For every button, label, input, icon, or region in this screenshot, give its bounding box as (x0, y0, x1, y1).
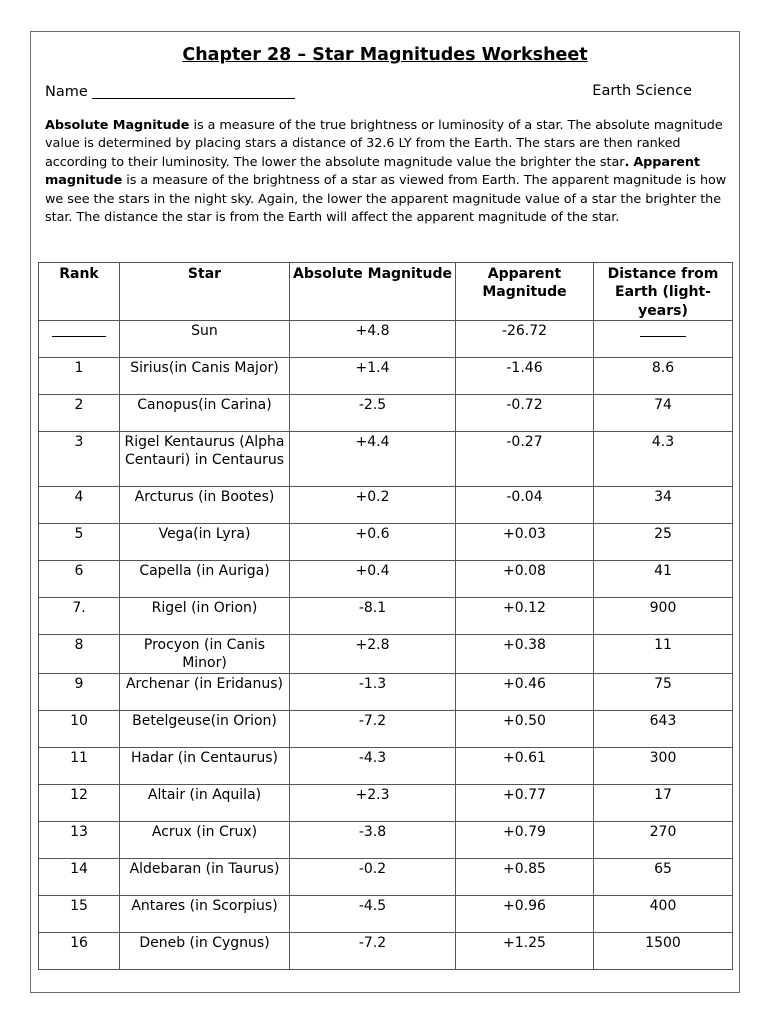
absolute-cell: +2.3 (290, 784, 456, 821)
distance-cell: 270 (594, 821, 733, 858)
name-field[interactable] (45, 83, 295, 100)
rank-cell: 2 (39, 395, 120, 432)
distance-cell: 4.3 (594, 432, 733, 487)
apparent-cell: -0.27 (456, 432, 594, 487)
star-cell: Sirius(in Canis Major) (120, 358, 290, 395)
apparent-cell: +0.08 (456, 561, 594, 598)
rank-cell: 10 (39, 710, 120, 747)
table-row (39, 858, 733, 895)
distance-cell: 41 (594, 561, 733, 598)
table-row (39, 932, 733, 969)
table-row (39, 710, 733, 747)
apparent-cell: +0.46 (456, 673, 594, 710)
absolute-cell: +0.4 (290, 561, 456, 598)
distance-cell: 1500 (594, 932, 733, 969)
distance-cell: 11 (594, 635, 733, 674)
star-cell: Capella (in Auriga) (120, 561, 290, 598)
absolute-cell: -7.2 (290, 710, 456, 747)
absolute-cell: -3.8 (290, 821, 456, 858)
star-cell: Rigel (in Orion) (120, 598, 290, 635)
absolute-cell: +4.4 (290, 432, 456, 487)
rank-cell: 9 (39, 673, 120, 710)
table-row (39, 395, 733, 432)
star-cell: Procyon (in Canis Minor) (120, 635, 290, 674)
distance-cell: 17 (594, 784, 733, 821)
worksheet-title: Chapter 28 – Star Magnitudes Worksheet (182, 45, 588, 65)
table-row (39, 358, 733, 395)
rank-cell: 8 (39, 635, 120, 674)
absolute-cell: -0.2 (290, 858, 456, 895)
star-cell: Hadar (in Centaurus) (120, 747, 290, 784)
header-apparent-magnitude: Apparent Magnitude (456, 263, 594, 321)
absolute-cell: -1.3 (290, 673, 456, 710)
absolute-cell: -4.3 (290, 747, 456, 784)
rank-cell: 3 (39, 432, 120, 487)
rank-cell: 15 (39, 895, 120, 932)
distance-blank[interactable] (640, 322, 686, 337)
table-row (39, 895, 733, 932)
distance-cell: 65 (594, 858, 733, 895)
intro-text-1: is a measure of the true brightness or luminosity of a star. The absolute magnitude value is determined by placing stars a distance of 32.6 LY from the Earth. The stars are then ranked according to their luminosity. The lower the absolute magnitude value the brighter the star (45, 118, 723, 170)
term-apparent-magnitude: Apparent magnitude (45, 154, 700, 189)
header-distance: Distance from Earth (light-years) (594, 263, 733, 321)
star-cell: Archenar (in Eridanus) (120, 673, 290, 710)
intro-period: . (624, 154, 630, 170)
table-row (39, 561, 733, 598)
apparent-cell: +0.96 (456, 895, 594, 932)
star-cell: Deneb (in Cygnus) (120, 932, 290, 969)
table-row (39, 747, 733, 784)
star-cell: Aldebaran (in Taurus) (120, 858, 290, 895)
intro-text-2: is a measure of the brightness of a star as viewed from Earth. The apparent magnitude is how we see the stars in the night sky. Again, the lower the apparent magnitude value of a star the brighter the star. The distance the star is from the Earth will affect the apparent magnitude of the star. (45, 173, 727, 226)
star-cell: Acrux (in Crux) (120, 821, 290, 858)
rank-blank[interactable] (52, 322, 106, 337)
table-row (39, 673, 733, 710)
star-magnitudes-table (38, 262, 733, 970)
rank-cell: 11 (39, 747, 120, 784)
distance-cell: 900 (594, 598, 733, 635)
table-row (39, 821, 733, 858)
apparent-cell: +0.79 (456, 821, 594, 858)
apparent-cell: +0.12 (456, 598, 594, 635)
table-row (39, 524, 733, 561)
absolute-cell: -2.5 (290, 395, 456, 432)
star-cell: Vega(in Lyra) (120, 524, 290, 561)
table-header-row (39, 263, 733, 321)
name-blank-line[interactable] (92, 83, 295, 99)
absolute-cell: +0.2 (290, 487, 456, 524)
rank-cell: 7. (39, 598, 120, 635)
absolute-cell: -8.1 (290, 598, 456, 635)
star-cell: Rigel Kentaurus (Alpha Centauri) in Centaurus (120, 432, 290, 487)
apparent-cell: +0.38 (456, 635, 594, 674)
table-row (39, 487, 733, 524)
apparent-cell: +0.50 (456, 710, 594, 747)
distance-cell: 643 (594, 710, 733, 747)
apparent-cell: -0.72 (456, 395, 594, 432)
distance-cell: 8.6 (594, 358, 733, 395)
intro-paragraph (45, 117, 733, 227)
apparent-cell: +0.61 (456, 747, 594, 784)
header-rank: Rank (39, 263, 120, 321)
apparent-cell: +0.85 (456, 858, 594, 895)
absolute-cell: +0.6 (290, 524, 456, 561)
star-cell: Betelgeuse(in Orion) (120, 710, 290, 747)
header-star: Star (120, 263, 290, 321)
table-row (39, 784, 733, 821)
distance-cell: 400 (594, 895, 733, 932)
table-row (39, 598, 733, 635)
absolute-cell: -4.5 (290, 895, 456, 932)
apparent-cell: +0.77 (456, 784, 594, 821)
distance-cell: 300 (594, 747, 733, 784)
star-cell: Altair (in Aquila) (120, 784, 290, 821)
absolute-cell: -7.2 (290, 932, 456, 969)
rank-cell: 12 (39, 784, 120, 821)
apparent-cell: -0.04 (456, 487, 594, 524)
star-cell: Antares (in Scorpius) (120, 895, 290, 932)
absolute-cell: +1.4 (290, 358, 456, 395)
rank-cell: 5 (39, 524, 120, 561)
header-absolute-magnitude: Absolute Magnitude (290, 263, 456, 321)
table-row (39, 635, 733, 674)
name-label: Name (45, 84, 88, 100)
subject-label: Earth Science (592, 83, 692, 99)
absolute-cell: +2.8 (290, 635, 456, 674)
distance-cell: 25 (594, 524, 733, 561)
rank-cell: 13 (39, 821, 120, 858)
apparent-cell: +0.03 (456, 524, 594, 561)
rank-cell: 16 (39, 932, 120, 969)
absolute-cell: +4.8 (290, 321, 456, 358)
star-cell: Canopus(in Carina) (120, 395, 290, 432)
rank-cell: 1 (39, 358, 120, 395)
apparent-cell: -1.46 (456, 358, 594, 395)
distance-cell: 74 (594, 395, 733, 432)
distance-cell: 75 (594, 673, 733, 710)
distance-cell[interactable] (594, 321, 733, 358)
apparent-cell: -26.72 (456, 321, 594, 358)
apparent-cell: +1.25 (456, 932, 594, 969)
table-row (39, 432, 733, 487)
rank-cell: 4 (39, 487, 120, 524)
rank-cell: 14 (39, 858, 120, 895)
star-cell: Arcturus (in Bootes) (120, 487, 290, 524)
rank-cell[interactable] (39, 321, 120, 358)
rank-cell: 6 (39, 561, 120, 598)
star-cell: Sun (120, 321, 290, 358)
table-row (39, 321, 733, 358)
term-absolute-magnitude: Absolute Magnitude (45, 118, 190, 133)
distance-cell: 34 (594, 487, 733, 524)
